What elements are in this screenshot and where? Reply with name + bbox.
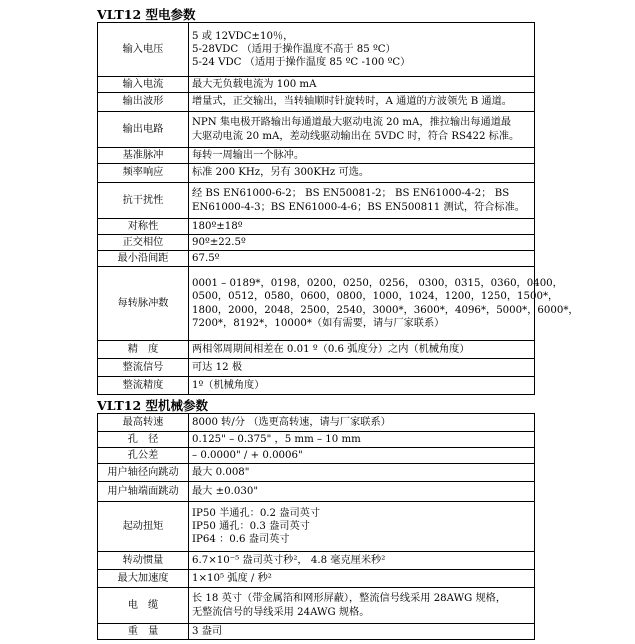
spec-label: 用户轴径向跳动: [98, 464, 189, 482]
spec-label: 转动惯量: [98, 552, 189, 570]
spec-label: 重 量: [98, 624, 189, 640]
electrical-spec-table: [97, 22, 579, 395]
spec-label: 孔公差: [98, 448, 189, 464]
spec-value: [189, 148, 535, 164]
spec-row: [98, 552, 535, 570]
spec-value-line: 两相邻周期间相差在 0.01 º（0.6 弧度分）之内（机械角度）: [192, 343, 470, 355]
spec-label: 每转脉冲数: [98, 267, 189, 341]
spec-value-line: 最大 ±0.030": [192, 485, 258, 497]
spec-value: [189, 552, 535, 570]
spec-value: [189, 414, 535, 432]
spec-value: [189, 267, 579, 341]
spec-row: [98, 502, 535, 552]
spec-value: [189, 624, 535, 640]
spec-row: [98, 341, 535, 359]
spec-value-line: 最大 0.008": [192, 466, 250, 478]
spec-value: [189, 219, 535, 235]
spec-row: [98, 432, 535, 448]
spec-value-line: 180º±18º: [192, 220, 243, 232]
spec-value-line: EN61000-4-3；BS EN61000-4-6；BS EN500811 测试，符合标准。: [192, 201, 525, 213]
spec-value-line: 5-28VDC （适用于操作温度不高于 85 ºC）: [192, 43, 396, 55]
spec-value: [189, 482, 535, 502]
spec-value-line: 3 盎司: [192, 625, 223, 637]
spec-label: 输出电路: [98, 112, 189, 148]
spec-label: 最高转速: [98, 414, 189, 432]
spec-value-line: 0.125" – 0.375" ，5 mm – 10 mm: [192, 433, 361, 445]
spec-label: 频率响应: [98, 164, 189, 183]
spec-value: [189, 112, 535, 148]
spec-value-line: 大驱动电流 20 mA，差动线驱动输出在 5VDC 时，符合 RS422 标准。: [192, 130, 520, 142]
spec-row: [98, 77, 535, 93]
spec-value-line: 67.5º: [192, 252, 220, 264]
spec-value-line: 1800，2000，2048，2500，2540，3000*，3600*，4096*，5000*，6000*，: [192, 304, 579, 316]
spec-label: 基准脉冲: [98, 148, 189, 164]
spec-row: [98, 464, 535, 482]
spec-label: 输入电压: [98, 23, 189, 77]
spec-value: [189, 251, 535, 267]
spec-label: 用户轴端面跳动: [98, 482, 189, 502]
spec-value: [189, 341, 535, 359]
spec-label: 正交相位: [98, 235, 189, 251]
electrical-section-title: VLT12 型电参数: [97, 7, 196, 22]
spec-row: [98, 624, 535, 640]
spec-value: [189, 464, 535, 482]
spec-row: [98, 93, 535, 112]
spec-label: 抗干扰性: [98, 183, 189, 219]
spec-label: 最小沿间距: [98, 251, 189, 267]
spec-label: 起动扭矩: [98, 502, 189, 552]
spec-row: [98, 570, 535, 588]
spec-row: [98, 377, 535, 395]
spec-value-line: 0001 – 0189*，0198，0200，0250，0256， 0300，0315，0360，0400，: [192, 278, 563, 289]
spec-value-line: NPN 集电极开路输出每通道最大驱动电流 20 mA，推拉输出每通道最: [192, 117, 512, 129]
spec-row: [98, 267, 535, 341]
spec-row: [98, 359, 535, 377]
spec-value: [189, 23, 535, 77]
spec-value-line: 长 18 英寸（带金属箔和网形屏蔽），整流信号线采用 28AWG 规格，: [192, 593, 507, 605]
spec-value: [189, 359, 535, 377]
spec-value: [189, 448, 535, 464]
spec-value: [189, 164, 535, 183]
spec-label: 整流精度: [98, 377, 189, 395]
spec-row: [98, 112, 535, 148]
spec-value-line: 6.7×10⁻⁵ 盎司英寸秒²， 4.8 毫克厘米秒²: [192, 554, 386, 566]
spec-value-line: 1×10⁵ 弧度 / 秒²: [192, 572, 272, 584]
spec-row: [98, 164, 535, 183]
spec-value: [189, 93, 535, 112]
spec-value-line: 90º±22.5º: [192, 236, 246, 248]
spec-value: [189, 588, 535, 624]
spec-value: [189, 570, 535, 588]
spec-label: 对称性: [98, 219, 189, 235]
spec-row: [98, 235, 535, 251]
spec-row: [98, 448, 535, 464]
spec-value-line: – 0.0000" / + 0.0006": [192, 449, 303, 461]
spec-value: [189, 77, 535, 93]
spec-value-line: IP64 ：0.6 盎司英寸: [192, 534, 290, 546]
spec-row: [98, 588, 535, 624]
spec-value-line: 0500，0512，0580，0600，0800，1000，1024，1200，1250，1500*，: [192, 291, 559, 303]
spec-label: 最大加速度: [98, 570, 189, 588]
spec-value-line: 1º（机械角度）: [192, 379, 265, 391]
spec-label: 输出波形: [98, 93, 189, 112]
spec-row: [98, 251, 535, 267]
spec-row: [98, 148, 535, 164]
spec-value: [189, 377, 535, 395]
spec-label: 孔 径: [98, 432, 189, 448]
spec-value-line: 无整流信号的导线采用 24AWG 规格。: [192, 606, 370, 618]
spec-row: [98, 482, 535, 502]
spec-value-line: IP50 半通孔：0.2 盎司英寸: [192, 507, 321, 519]
spec-value-line: 可达 12 极: [192, 361, 243, 373]
spec-value-line: IP50 通孔：0.3 盎司英寸: [192, 520, 310, 532]
spec-value-line: 7200*，8192*，10000*（如有需要，请与厂家联系）: [192, 317, 445, 329]
spec-row: [98, 183, 535, 219]
spec-row: [98, 414, 535, 432]
mechanical-section-title: VLT12 型机械参数: [97, 398, 209, 413]
spec-row: [98, 219, 535, 235]
spec-value: [189, 235, 535, 251]
spec-value-line: 5-24 VDC （适用于操作温度 85 ºC -100 ºC）: [192, 57, 411, 69]
spec-value-line: 每转一周输出一个脉冲。: [192, 149, 305, 161]
spec-value: [189, 183, 535, 219]
spec-value-line: 5 或 12VDC±10％，: [192, 30, 294, 42]
mechanical-spec-table: [97, 413, 535, 640]
spec-label: 精 度: [98, 341, 189, 359]
spec-label: 整流信号: [98, 359, 189, 377]
spec-value-line: 增量式，正交输出，当转轴顺时针旋转时，A 通道的方波领先 B 通道。: [192, 96, 512, 108]
spec-value-line: 经 BS EN61000-6-2； BS EN50081-2； BS EN61000-4-2； BS: [192, 188, 510, 200]
spec-value: [189, 502, 535, 552]
spec-value-line: 标准 200 KHz，另有 300KHz 可选。: [192, 167, 370, 179]
spec-value: [189, 432, 535, 448]
spec-row: [98, 23, 535, 77]
spec-value-line: 8000 转/分 （选更高转速，请与厂家联系）: [192, 416, 391, 428]
spec-label: 电 缆: [98, 588, 189, 624]
spec-value-line: 最大无负载电流为 100 mA: [192, 78, 317, 90]
spec-label: 输入电流: [98, 77, 189, 93]
